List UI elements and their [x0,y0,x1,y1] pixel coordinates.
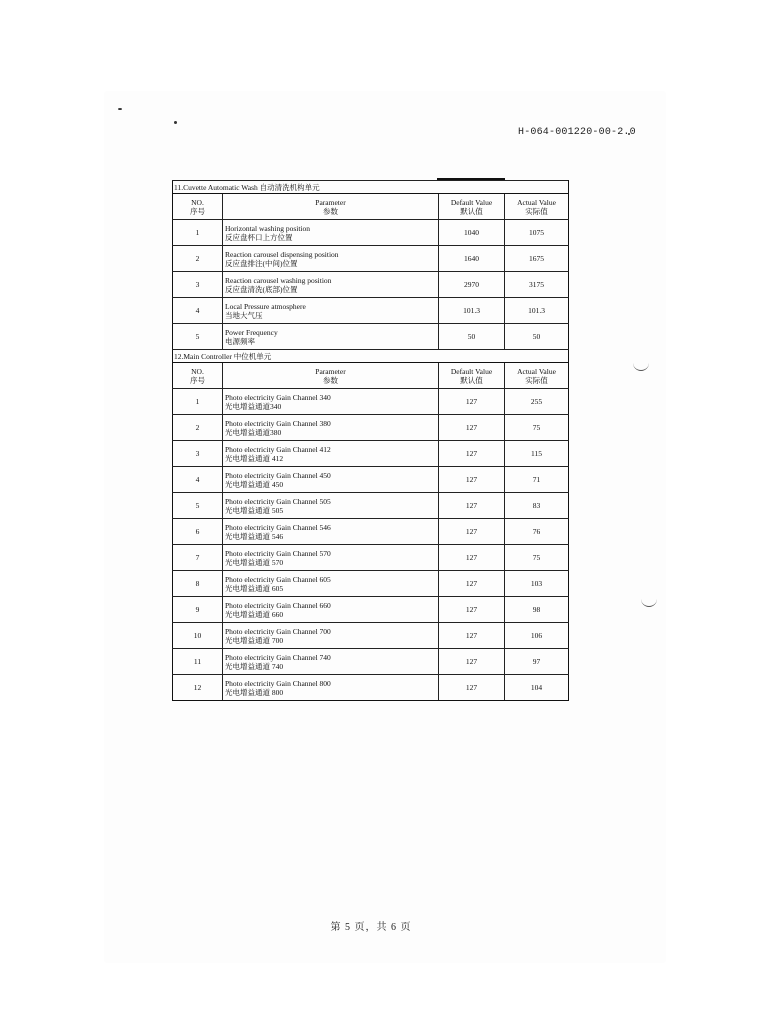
row-default-value: 127 [439,519,505,545]
header-actual-value-en: Actual Value [517,197,556,207]
document-code: H-064-001220-00-2.0 [518,127,636,138]
header-default-value [439,363,505,389]
header-default-value [439,194,505,220]
row-default-value: 127 [439,675,505,701]
row-actual-value: 98 [505,597,569,623]
row-parameter [223,246,439,272]
row-number: 10 [173,623,223,649]
row-actual-value: 97 [505,649,569,675]
row-actual-value: 75 [505,415,569,441]
row-parameter [223,519,439,545]
table-row [173,272,569,298]
parameter-en: Reaction carousel washing position [225,275,332,285]
header-parameter [223,363,439,389]
row-number: 1 [173,389,223,415]
header-no-en: NO. [191,197,204,207]
parameter-zh: 光电增益通道 700 [225,635,284,645]
row-number: 8 [173,571,223,597]
parameter-zh: 反应盘排注(中间)位置 [225,258,298,268]
parameter-en: Local Pressure atmosphere [225,301,306,311]
parameter-zh: 反应盘清洗(底部)位置 [225,284,298,294]
parameter-zh: 光电增益通道 412 [225,453,284,463]
header-default-value-en: Default Value [450,197,493,207]
header-parameter-en: Parameter [315,366,346,376]
parameter-zh: 光电增益通道 450 [225,479,284,489]
row-default-value: 127 [439,545,505,571]
row-default-value: 2970 [439,272,505,298]
parameter-en: Photo electricity Gain Channel 505 [225,496,331,506]
row-parameter [223,493,439,519]
row-number: 2 [173,415,223,441]
row-actual-value: 1075 [505,220,569,246]
parameter-en: Photo electricity Gain Channel 700 [225,626,331,636]
parameter-en: Photo electricity Gain Channel 380 [225,418,331,428]
table-header-row [173,363,569,389]
row-number: 11 [173,649,223,675]
table-row [173,519,569,545]
header-no-zh: 序号 [190,206,205,216]
row-parameter [223,298,439,324]
table-header-row [173,194,569,220]
parameter-en: Photo electricity Gain Channel 340 [225,392,331,402]
table-row [173,623,569,649]
row-default-value: 127 [439,467,505,493]
header-actual-value-zh: 实际值 [525,375,548,385]
row-default-value: 127 [439,493,505,519]
row-parameter [223,389,439,415]
section-title: 12.Main Controller 中位机单元 [173,350,569,363]
table-row [173,649,569,675]
table-row [173,246,569,272]
header-default-value-en: Default Value [450,366,493,376]
row-default-value: 127 [439,597,505,623]
header-no [173,363,223,389]
parameter-zh: 光电增益通道 570 [225,557,284,567]
row-actual-value: 1675 [505,246,569,272]
row-default-value: 127 [439,649,505,675]
header-actual-value-zh: 实际值 [525,206,548,216]
row-number: 7 [173,545,223,571]
parameter-en: Photo electricity Gain Channel 605 [225,574,331,584]
parameter-zh: 反应盘杯口上方位置 [225,232,293,242]
row-default-value: 1040 [439,220,505,246]
header-default-value-zh: 默认值 [460,375,483,385]
header-default-value-zh: 默认值 [460,206,483,216]
row-actual-value: 75 [505,545,569,571]
header-parameter-zh: 参数 [323,206,338,216]
row-parameter [223,324,439,350]
table-row [173,467,569,493]
parameter-zh: 光电增益通道 660 [225,609,284,619]
table-row [173,415,569,441]
header-parameter-zh: 参数 [323,375,338,385]
parameter-en: Horizontal washing position [225,223,310,233]
header-actual-value-en: Actual Value [517,366,556,376]
parameter-zh: 电源频率 [225,336,255,346]
table-row [173,389,569,415]
row-number: 12 [173,675,223,701]
table-row [173,220,569,246]
section-title: 11.Cuvette Automatic Wash 自动清洗机构单元 [173,181,569,194]
header-parameter [223,194,439,220]
table-row [173,441,569,467]
parameter-zh: 光电增益通道 505 [225,505,284,515]
row-default-value: 127 [439,389,505,415]
section-title-row [173,181,569,194]
parameter-zh: 当地大气压 [225,310,263,320]
page-number: 第 5 页，共 6 页 [330,922,412,933]
row-actual-value: 101.3 [505,298,569,324]
scan-speck [118,108,122,110]
header-parameter-en: Parameter [315,197,346,207]
parameter-table [172,180,569,701]
row-number: 5 [173,324,223,350]
row-number: 6 [173,519,223,545]
row-parameter [223,675,439,701]
table-row [173,545,569,571]
header-no [173,194,223,220]
row-parameter [223,220,439,246]
row-actual-value: 106 [505,623,569,649]
header-no-en: NO. [191,366,204,376]
parameter-en: Photo electricity Gain Channel 546 [225,522,331,532]
parameter-en: Photo electricity Gain Channel 450 [225,470,331,480]
row-parameter [223,415,439,441]
parameter-zh: 光电增益通道 740 [225,661,284,671]
row-actual-value: 255 [505,389,569,415]
header-no-zh: 序号 [190,375,205,385]
row-parameter [223,545,439,571]
row-actual-value: 115 [505,441,569,467]
scan-speck [174,121,177,124]
row-number: 3 [173,441,223,467]
parameter-en: Power Frequency [225,327,278,337]
parameter-zh: 光电增益通道 546 [225,531,284,541]
row-default-value: 127 [439,415,505,441]
row-parameter [223,597,439,623]
parameter-en: Photo electricity Gain Channel 570 [225,548,331,558]
parameter-zh: 光电增益通道 800 [225,687,284,697]
row-actual-value: 3175 [505,272,569,298]
table-row [173,493,569,519]
table-row [173,571,569,597]
parameter-table-body [173,181,569,701]
row-actual-value: 104 [505,675,569,701]
row-actual-value: 71 [505,467,569,493]
row-number: 4 [173,298,223,324]
row-number: 2 [173,246,223,272]
row-number: 4 [173,467,223,493]
row-default-value: 127 [439,571,505,597]
row-default-value: 101.3 [439,298,505,324]
row-parameter [223,272,439,298]
row-parameter [223,441,439,467]
row-actual-value: 103 [505,571,569,597]
row-number: 3 [173,272,223,298]
row-actual-value: 50 [505,324,569,350]
parameter-en: Photo electricity Gain Channel 740 [225,652,331,662]
parameter-en: Photo electricity Gain Channel 660 [225,600,331,610]
table-row [173,597,569,623]
row-actual-value: 83 [505,493,569,519]
table-row [173,324,569,350]
row-number: 1 [173,220,223,246]
row-number: 5 [173,493,223,519]
table-row [173,675,569,701]
row-parameter [223,623,439,649]
row-parameter [223,649,439,675]
row-parameter [223,467,439,493]
row-default-value: 127 [439,441,505,467]
header-actual-value [505,194,569,220]
table-row [173,298,569,324]
row-parameter [223,571,439,597]
row-number: 9 [173,597,223,623]
parameter-en: Photo electricity Gain Channel 800 [225,678,331,688]
row-default-value: 1640 [439,246,505,272]
header-actual-value [505,363,569,389]
row-default-value: 127 [439,623,505,649]
parameter-zh: 光电增益通道380 [225,427,282,437]
parameter-en: Reaction carousel dispensing position [225,249,339,259]
parameter-zh: 光电增益通道340 [225,401,282,411]
parameter-en: Photo electricity Gain Channel 412 [225,444,331,454]
row-default-value: 50 [439,324,505,350]
parameter-zh: 光电增益通道 605 [225,583,284,593]
section-title-row [173,350,569,363]
row-actual-value: 76 [505,519,569,545]
